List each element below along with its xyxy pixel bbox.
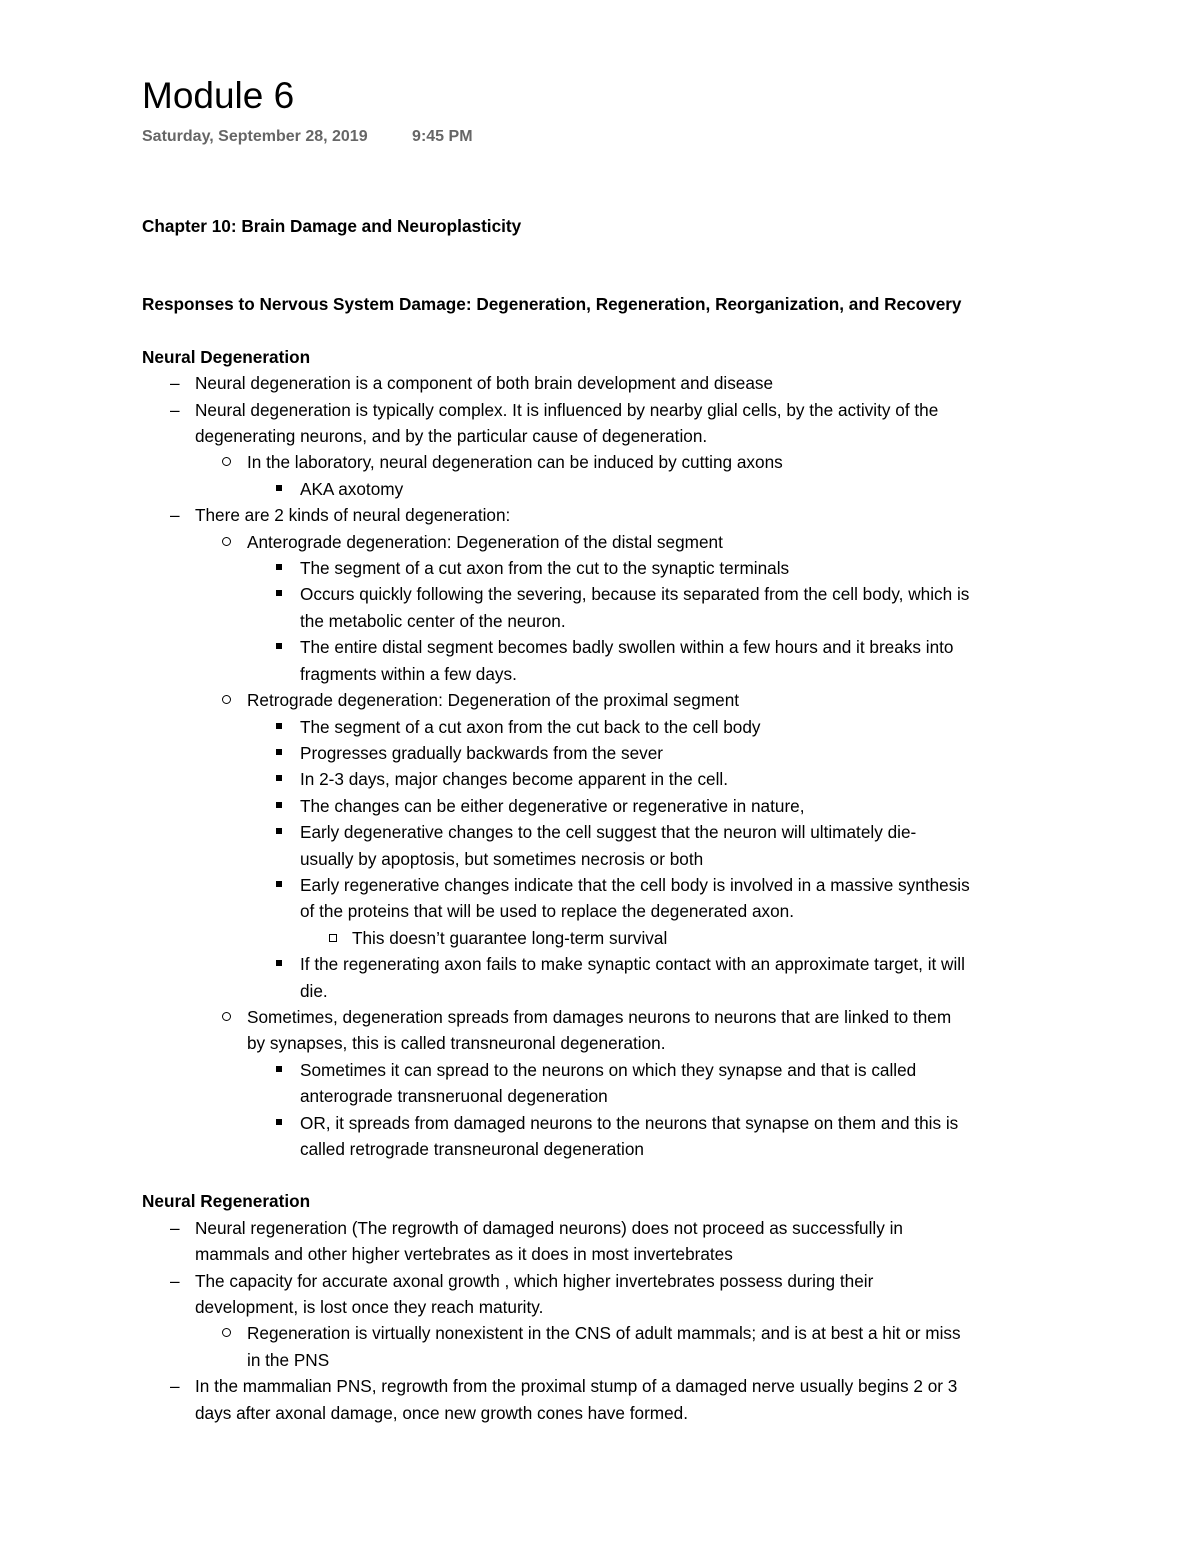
dash-bullet-icon: – xyxy=(170,1270,180,1291)
list-item xyxy=(142,872,972,925)
square-bullet-icon xyxy=(276,485,282,491)
hollow-square-bullet-icon xyxy=(329,934,337,942)
circle-bullet-icon xyxy=(222,457,231,466)
page-metadata xyxy=(142,128,473,146)
square-bullet-icon xyxy=(276,802,282,808)
square-bullet-icon xyxy=(276,881,282,887)
list-item xyxy=(142,449,972,475)
square-bullet-icon xyxy=(276,775,282,781)
list-item-text: Regeneration is virtually nonexistent in the CNS of adult mammals; and is at best a hit or miss in the PNS xyxy=(247,1323,961,1370)
list-item xyxy=(142,687,972,713)
list-item-text: Neural regeneration (The regrowth of damaged neurons) does not proceed as successfully in mammals and other higher vertebrates as it does in most invertebrates xyxy=(195,1217,903,1265)
list-item xyxy=(142,925,972,951)
list-item xyxy=(142,370,972,396)
square-bullet-icon xyxy=(276,749,282,755)
list-item xyxy=(142,634,972,687)
circle-bullet-icon xyxy=(222,1012,231,1021)
list-item-text: If the regenerating axon fails to make synaptic contact with an approximate target, it will die. xyxy=(300,954,965,1001)
list-item xyxy=(142,581,972,634)
list-item-text: In 2-3 days, major changes become apparent in the cell. xyxy=(300,769,729,790)
list-item xyxy=(142,502,972,528)
square-bullet-icon xyxy=(276,643,282,649)
list-item xyxy=(142,1215,972,1268)
list-item-text: The entire distal segment becomes badly swollen within a few hours and it breaks into fragments within a few days. xyxy=(300,637,954,684)
section-heading: Responses to Nervous System Damage: Degeneration, Regeneration, Reorganization, and Recovery xyxy=(142,294,962,315)
dash-bullet-icon: – xyxy=(170,1376,180,1397)
list-item-text: Early degenerative changes to the cell suggest that the neuron will ultimately die- usually by apoptosis, but sometimes necrosis or both xyxy=(300,822,917,869)
list-item xyxy=(142,740,972,766)
list-item-text: This doesn’t guarantee long-term survival xyxy=(352,927,668,948)
list-item xyxy=(142,1110,972,1163)
list-item xyxy=(142,529,972,555)
note-body xyxy=(142,213,972,1426)
list-item-text: Early regenerative changes indicate that the cell body is involved in a massive synthesis of the proteins that will be used to replace the degenerated axon. xyxy=(300,874,970,922)
circle-bullet-icon xyxy=(222,1328,231,1337)
list-item xyxy=(142,714,972,740)
page-title: Module 6 xyxy=(142,75,295,116)
list-item xyxy=(142,476,972,502)
square-bullet-icon xyxy=(276,960,282,966)
list-item xyxy=(142,555,972,581)
chapter-heading: Chapter 10: Brain Damage and Neuroplasticity xyxy=(142,216,522,236)
neural-regeneration-list xyxy=(142,1215,972,1426)
list-item-text: Occurs quickly following the severing, because its separated from the cell body, which is the metabolic center of the neuron. xyxy=(300,584,970,631)
list-item xyxy=(142,1004,972,1057)
neural-regeneration-heading: Neural Regeneration xyxy=(142,1191,311,1212)
list-item-text: AKA axotomy xyxy=(300,478,404,499)
square-bullet-icon xyxy=(276,723,282,729)
list-item xyxy=(142,951,972,1004)
list-item xyxy=(142,819,972,872)
list-item xyxy=(142,793,972,819)
circle-bullet-icon xyxy=(222,695,231,704)
list-item-text: Sometimes, degeneration spreads from damages neurons to neurons that are linked to them by synapses, this is called transneuronal degeneration. xyxy=(247,1006,952,1054)
list-item xyxy=(142,1057,972,1110)
dash-bullet-icon: – xyxy=(170,399,180,420)
list-item-text: The changes can be either degenerative or regenerative in nature, xyxy=(300,795,805,816)
list-item xyxy=(142,1320,972,1373)
list-item-text: The segment of a cut axon from the cut back to the cell body xyxy=(300,716,761,737)
list-item-text: Anterograde degeneration: Degeneration of the distal segment xyxy=(247,531,723,552)
list-item-text: Neural degeneration is typically complex. It is influenced by nearby glial cells, by the activity of the degenerating neurons, and by the particular cause of degeneration. xyxy=(195,399,939,447)
list-item xyxy=(142,397,972,450)
circle-bullet-icon xyxy=(222,537,231,546)
neural-degeneration-list xyxy=(142,370,972,1162)
list-item-text: In the mammalian PNS, regrowth from the proximal stump of a damaged nerve usually begins 2 or 3 days after axonal damage, once new growth cones have formed. xyxy=(195,1376,958,1423)
list-item xyxy=(142,1373,972,1426)
square-bullet-icon xyxy=(276,828,282,834)
list-item-text: Sometimes it can spread to the neurons on which they synapse and that is called anterograde transneruonal degeneration xyxy=(300,1059,917,1107)
list-item-text: The capacity for accurate axonal growth , which higher invertebrates possess during their development, is lost once they reach maturity. xyxy=(195,1270,874,1318)
dash-bullet-icon: – xyxy=(170,505,180,526)
list-item xyxy=(142,766,972,792)
list-item-text: Retrograde degeneration: Degeneration of the proximal segment xyxy=(247,690,740,711)
square-bullet-icon xyxy=(276,564,282,570)
list-item-text: Progresses gradually backwards from the sever xyxy=(300,742,664,763)
dash-bullet-icon: – xyxy=(170,1217,180,1238)
list-item xyxy=(142,1268,972,1321)
list-item-text: The segment of a cut axon from the cut to the synaptic terminals xyxy=(300,558,790,579)
list-item-text: Neural degeneration is a component of both brain development and disease xyxy=(195,373,774,394)
list-item-text: In the laboratory, neural degeneration can be induced by cutting axons xyxy=(247,452,783,473)
neural-degeneration-heading: Neural Degeneration xyxy=(142,346,311,367)
page-date: Saturday, September 28, 2019 xyxy=(142,128,368,145)
square-bullet-icon xyxy=(276,1119,282,1125)
square-bullet-icon xyxy=(276,1066,282,1072)
square-bullet-icon xyxy=(276,590,282,596)
list-item-text: OR, it spreads from damaged neurons to the neurons that synapse on them and this is called retrograde transneuronal degeneration xyxy=(300,1112,959,1159)
list-item-text: There are 2 kinds of neural degeneration: xyxy=(195,505,511,526)
dash-bullet-icon: – xyxy=(170,373,180,394)
page-time: 9:45 PM xyxy=(412,128,473,145)
